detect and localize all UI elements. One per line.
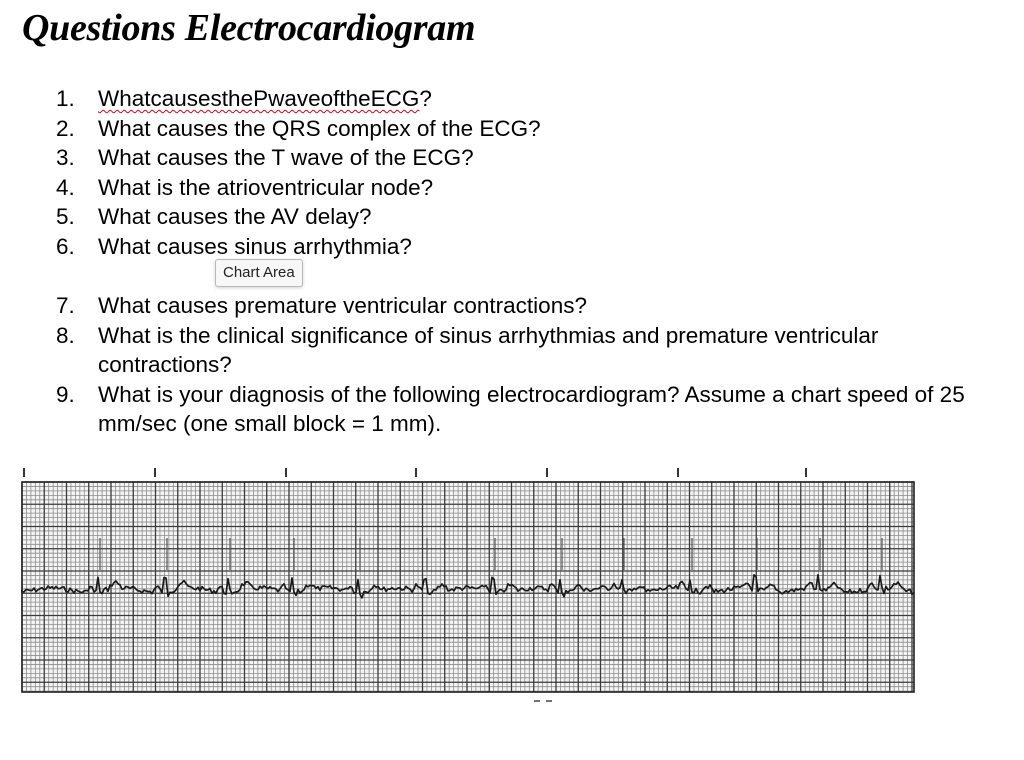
misspelled-text[interactable]: WhatcausesthePwaveoftheECG	[98, 86, 420, 111]
question-item	[56, 202, 1006, 232]
question-number: 4.	[56, 174, 75, 200]
question-number: 8.	[56, 322, 75, 348]
question-item	[56, 114, 1006, 144]
question-number: 3.	[56, 145, 75, 170]
question-item	[56, 173, 1006, 203]
question-text[interactable]: What is the clinical significance of sinus arrhythmias and premature ventricular contractions?	[98, 322, 879, 377]
question-item	[56, 232, 1006, 262]
question-text[interactable]: What causes premature ventricular contractions?	[98, 293, 587, 318]
question-number: 2.	[56, 115, 75, 141]
question-mark: ?	[419, 86, 432, 111]
question-number: 6.	[56, 233, 75, 259]
question-text[interactable]: What causes the AV delay?	[98, 204, 372, 229]
ecg-strip[interactable]	[0, 460, 1024, 710]
question-number: 1.	[56, 86, 75, 111]
question-text[interactable]: What causes sinus arrhythmia?	[98, 233, 412, 259]
question-text[interactable]: What causes the QRS complex of the ECG?	[98, 115, 541, 141]
page-title: Questions Electrocardiogram	[22, 7, 476, 49]
question-number: 9.	[56, 381, 75, 407]
question-list	[56, 84, 1006, 439]
ecg-strip-graphic	[0, 460, 1024, 710]
question-text[interactable]: What is the atrioventricular node?	[98, 174, 434, 200]
question-text[interactable]	[98, 84, 1006, 114]
timing-marks	[24, 468, 806, 477]
question-item	[56, 143, 1006, 173]
question-item	[56, 321, 1006, 380]
question-number: 7.	[56, 293, 75, 318]
question-text[interactable]: What causes the T wave of the ECG?	[98, 145, 474, 170]
question-number: 5.	[56, 204, 75, 229]
question-item	[56, 380, 1006, 439]
question-text[interactable]: What is your diagnosis of the following electrocardiogram? Assume a chart speed of 25 mm/sec (one small block = 1 mm).	[98, 381, 965, 436]
question-item	[56, 84, 1006, 114]
chart-area-tooltip: Chart Area	[215, 259, 303, 287]
question-item	[56, 291, 1006, 321]
